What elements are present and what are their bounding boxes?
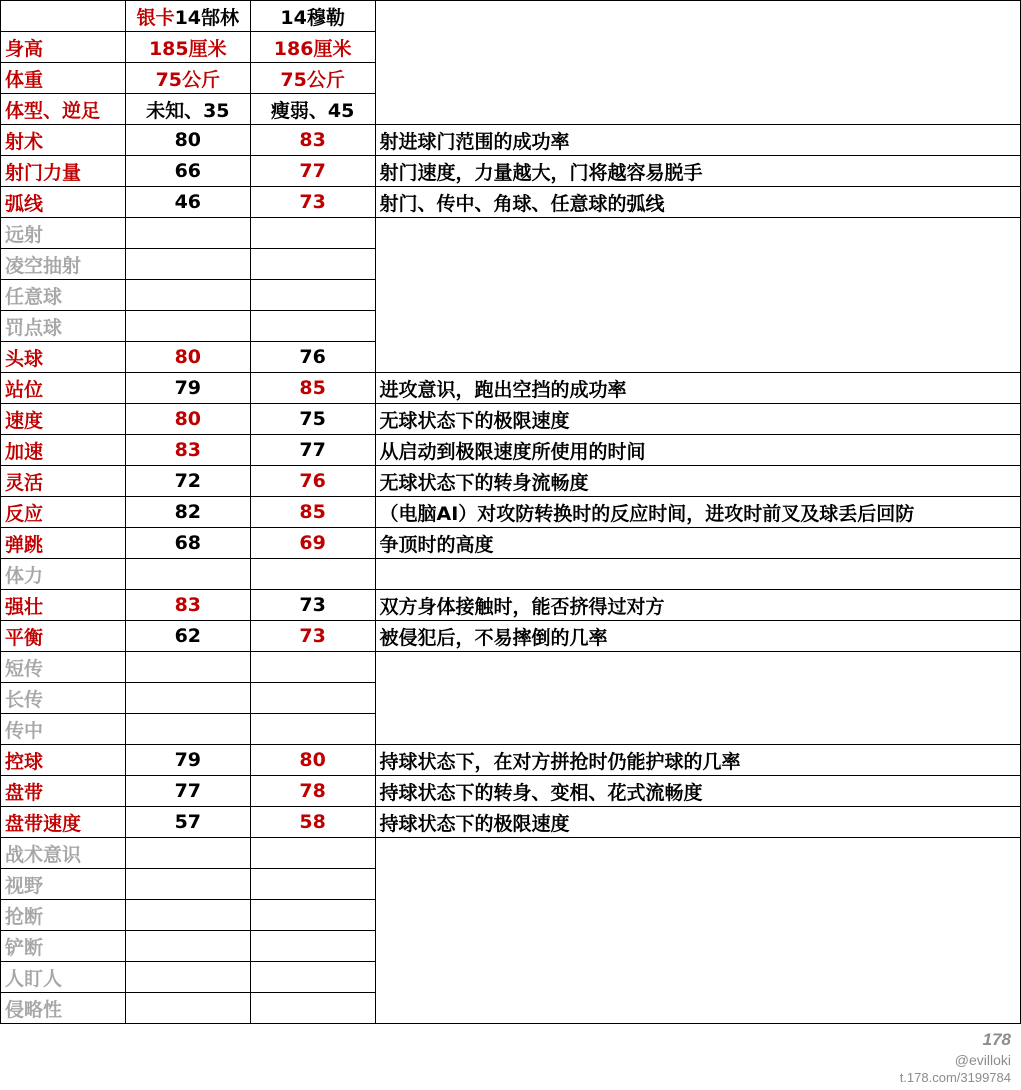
stat-description: 射进球门范围的成功率 (375, 125, 1020, 156)
stat-label: 盘带 (1, 776, 126, 807)
player1-value: 62 (125, 621, 250, 652)
player2-value (250, 869, 375, 900)
player2-value: 77 (250, 435, 375, 466)
stat-row (1, 435, 1021, 466)
card-tier: 银卡 (136, 6, 175, 29)
stat-label: 灵活 (1, 466, 126, 497)
stat-label: 远射 (1, 218, 126, 249)
stat-label: 强壮 (1, 590, 126, 621)
player1-value (125, 962, 250, 993)
stat-label: 站位 (1, 373, 126, 404)
player1-value (125, 249, 250, 280)
player1-value (125, 683, 250, 714)
player1-value (125, 280, 250, 311)
player1-value (125, 218, 250, 249)
stat-label: 侵略性 (1, 993, 126, 1024)
stat-label: 任意球 (1, 280, 126, 311)
stat-description: 射门速度，力量越大，门将越容易脱手 (375, 156, 1020, 187)
player1-value (125, 869, 250, 900)
player2-value (250, 683, 375, 714)
player2-value: 186厘米 (250, 32, 375, 63)
watermark-url: t.178.com/3199784 (899, 1070, 1011, 1085)
player1-value: 185厘米 (125, 32, 250, 63)
stat-row (1, 497, 1021, 528)
stat-row (1, 590, 1021, 621)
player1-value: 83 (125, 590, 250, 621)
player1-value: 75公斤 (125, 63, 250, 94)
player2-value (250, 559, 375, 590)
player1-value (125, 559, 250, 590)
player2-value (250, 962, 375, 993)
player2-header (250, 1, 375, 32)
stat-row (1, 218, 1021, 249)
profile-label: 身高 (1, 32, 126, 63)
player2-value (250, 652, 375, 683)
player2-value (250, 714, 375, 745)
stat-row (1, 652, 1021, 683)
stat-label: 体力 (1, 559, 126, 590)
stat-description: 持球状态下，在对方拼抢时仍能护球的几率 (375, 745, 1020, 776)
player2-value (250, 838, 375, 869)
player2-value: 75 (250, 404, 375, 435)
stat-description: （电脑AI）对攻防转换时的反应时间，进攻时前叉及球丢后回防 (375, 497, 1020, 528)
player2-value: 瘦弱、45 (250, 94, 375, 125)
player2-name: 14穆勒 (280, 6, 345, 29)
stat-label: 加速 (1, 435, 126, 466)
blank-notes-cell (375, 218, 1020, 373)
player2-value (250, 311, 375, 342)
stat-row (1, 559, 1021, 590)
player1-value: 80 (125, 125, 250, 156)
stat-description: 无球状态下的转身流畅度 (375, 466, 1020, 497)
player2-value: 69 (250, 528, 375, 559)
blank-notes-cell (375, 559, 1020, 590)
player1-name: 14郜林 (174, 6, 240, 29)
player2-value (250, 900, 375, 931)
stat-label: 弧线 (1, 187, 126, 218)
stat-row (1, 373, 1021, 404)
player2-value: 58 (250, 807, 375, 838)
watermark-user: @evilloki (954, 1052, 1011, 1068)
player1-header (125, 1, 250, 32)
player1-value (125, 931, 250, 962)
stat-description: 双方身体接触时，能否挤得过对方 (375, 590, 1020, 621)
player2-value: 73 (250, 187, 375, 218)
player1-value: 79 (125, 373, 250, 404)
player1-value: 46 (125, 187, 250, 218)
player1-value: 80 (125, 404, 250, 435)
stat-label: 盘带速度 (1, 807, 126, 838)
stat-label: 头球 (1, 342, 126, 373)
stat-row (1, 776, 1021, 807)
stat-description: 持球状态下的极限速度 (375, 807, 1020, 838)
stat-description: 被侵犯后，不易摔倒的几率 (375, 621, 1020, 652)
player1-value: 79 (125, 745, 250, 776)
player2-value: 73 (250, 590, 375, 621)
stat-row (1, 156, 1021, 187)
stat-label: 人盯人 (1, 962, 126, 993)
player2-value: 75公斤 (250, 63, 375, 94)
stat-label: 控球 (1, 745, 126, 776)
stat-row (1, 466, 1021, 497)
table-body (1, 1, 1021, 1024)
stat-label: 抢断 (1, 900, 126, 931)
player1-value (125, 652, 250, 683)
stat-label: 铲断 (1, 931, 126, 962)
player2-value (250, 931, 375, 962)
stat-label: 战术意识 (1, 838, 126, 869)
player2-value: 78 (250, 776, 375, 807)
stat-label: 短传 (1, 652, 126, 683)
player1-value (125, 311, 250, 342)
stat-description: 进攻意识，跑出空挡的成功率 (375, 373, 1020, 404)
stat-description: 从启动到极限速度所使用的时间 (375, 435, 1020, 466)
player1-value (125, 993, 250, 1024)
player1-value (125, 714, 250, 745)
player2-value: 80 (250, 745, 375, 776)
stat-label: 速度 (1, 404, 126, 435)
player1-value: 57 (125, 807, 250, 838)
player2-value: 76 (250, 342, 375, 373)
player2-value: 83 (250, 125, 375, 156)
stat-label: 射术 (1, 125, 126, 156)
blank-notes-cell (375, 838, 1020, 1024)
player2-value (250, 249, 375, 280)
stat-label: 视野 (1, 869, 126, 900)
stat-row (1, 838, 1021, 869)
stat-row (1, 528, 1021, 559)
player2-value (250, 218, 375, 249)
player2-value: 76 (250, 466, 375, 497)
header-blank (1, 1, 126, 32)
stat-label: 凌空抽射 (1, 249, 126, 280)
stat-row (1, 807, 1021, 838)
stat-row (1, 404, 1021, 435)
stat-description: 持球状态下的转身、变相、花式流畅度 (375, 776, 1020, 807)
player2-value: 85 (250, 373, 375, 404)
player2-value (250, 280, 375, 311)
player2-value: 77 (250, 156, 375, 187)
stat-label: 射门力量 (1, 156, 126, 187)
stat-description: 射门、传中、角球、任意球的弧线 (375, 187, 1020, 218)
player1-value: 82 (125, 497, 250, 528)
player1-value: 66 (125, 156, 250, 187)
player1-value: 72 (125, 466, 250, 497)
stat-label: 罚点球 (1, 311, 126, 342)
profile-label: 体型、逆足 (1, 94, 126, 125)
player1-value: 77 (125, 776, 250, 807)
blank-notes-cell (375, 1, 1020, 125)
player1-value: 未知、35 (125, 94, 250, 125)
player1-value: 68 (125, 528, 250, 559)
watermark-logo: 178 (982, 1030, 1011, 1049)
stat-label: 长传 (1, 683, 126, 714)
profile-label: 体重 (1, 63, 126, 94)
player1-value: 80 (125, 342, 250, 373)
stat-description: 无球状态下的极限速度 (375, 404, 1020, 435)
stat-description: 争顶时的高度 (375, 528, 1020, 559)
stat-row (1, 125, 1021, 156)
player2-value: 85 (250, 497, 375, 528)
player1-value: 83 (125, 435, 250, 466)
stat-row (1, 621, 1021, 652)
player2-value: 73 (250, 621, 375, 652)
player2-value (250, 993, 375, 1024)
stat-label: 反应 (1, 497, 126, 528)
blank-notes-cell (375, 652, 1020, 745)
player1-value (125, 838, 250, 869)
stat-label: 平衡 (1, 621, 126, 652)
header-row (1, 1, 1021, 32)
stat-row (1, 187, 1021, 218)
stat-row (1, 745, 1021, 776)
stat-label: 弹跳 (1, 528, 126, 559)
stat-label: 传中 (1, 714, 126, 745)
player1-value (125, 900, 250, 931)
